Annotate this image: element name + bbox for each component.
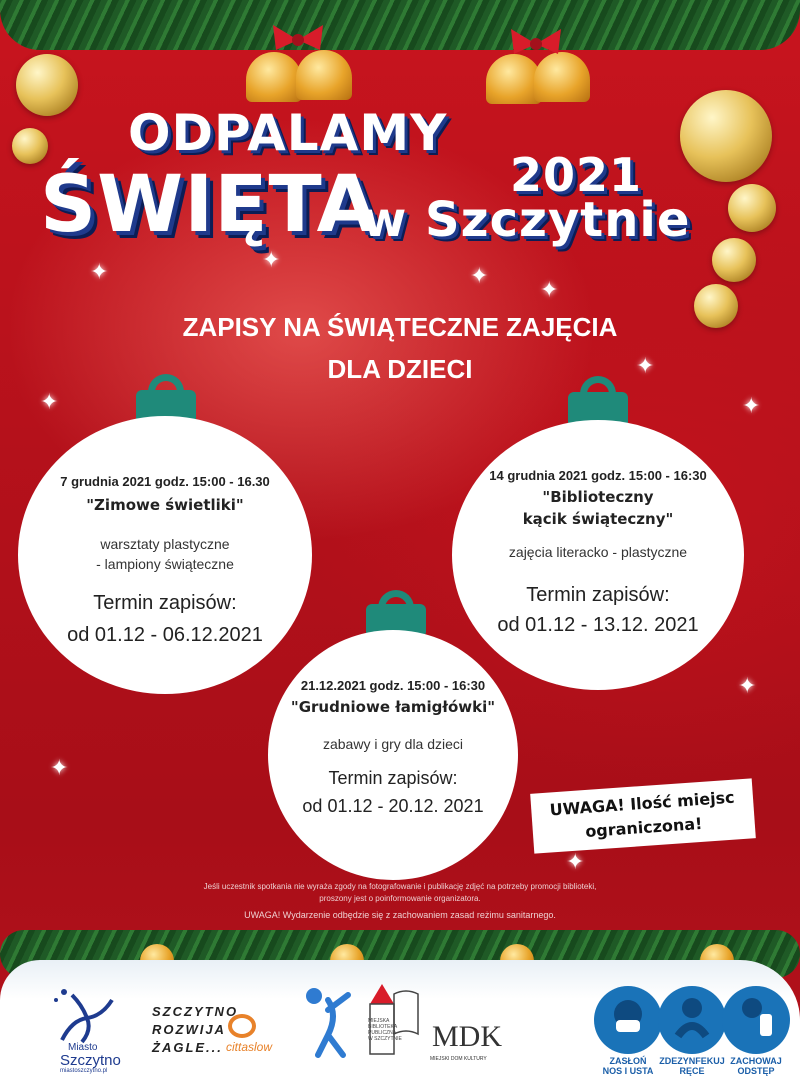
slogan-line1: SZCZYTNO (152, 1004, 239, 1019)
mdk-logo-sub: MIEJSKI DOM KULTURY (430, 1056, 487, 1062)
ornament-icon (712, 238, 756, 282)
library-logo-text (368, 1018, 402, 1042)
cittaslow-logo: cittaslow (226, 1040, 273, 1054)
title-year: 2021 (510, 148, 643, 202)
event-name: "Zimowe świetliki" (86, 496, 244, 514)
mdk-logo: MDK (432, 1020, 503, 1053)
library-line: MIEJSKA (368, 1018, 390, 1024)
sparkle-icon: ✦ (90, 260, 109, 285)
term-label: Termin zapisów: (526, 584, 670, 606)
top-garland (0, 0, 800, 50)
sparkle-icon: ✦ (470, 264, 489, 289)
slogan-line2: ROZWIJA (152, 1022, 226, 1037)
event-date: 21.12.2021 godz. 15:00 - 16:30 (300, 678, 486, 693)
handball-player-icon (298, 980, 368, 1060)
sparkle-icon: ✦ (636, 354, 655, 379)
hand-sanitize-icon (658, 986, 726, 1054)
event-name: "Grudniowe łamigłówki" (290, 698, 496, 716)
event-date: 7 grudnia 2021 godz. 15:00 - 16.30 (60, 474, 270, 489)
term-label: Termin zapisów: (328, 768, 458, 788)
notice-line1: UWAGA! Ilość miejsc (549, 787, 736, 820)
footnote-line3: UWAGA! Wydarzenie odbędzie się z zachowaniem zasad reżimu sanitarnego. (244, 910, 556, 920)
safety-label-distance (716, 1056, 796, 1076)
term-range: od 01.12 - 20.12. 2021 (302, 796, 484, 816)
ornament-icon (12, 128, 48, 164)
event-date: 14 grudnia 2021 godz. 15:00 - 16:30 (489, 468, 707, 483)
library-line: BIBLIOTEKA (368, 1024, 398, 1030)
term-label: Termin zapisów: (93, 592, 237, 614)
sparkle-icon: ✦ (566, 850, 585, 875)
title-line1: ODPALAMY (128, 104, 448, 162)
ornament-icon (680, 90, 772, 182)
sparkle-icon: ✦ (738, 674, 757, 699)
sparkle-icon: ✦ (262, 248, 281, 273)
city-logo-url: miastoszczytno.pl (60, 1068, 108, 1074)
mask-icon (594, 986, 662, 1054)
footnote-line2: proszony jest o poinformowanie organizatora. (319, 894, 481, 903)
subtitle-line1: ZAPISY NA ŚWIĄTECZNE ZAJĘCIA (182, 312, 618, 342)
event-name: "Biblioteczny (542, 488, 654, 506)
footnote-line1: Jeśli uczestnik spotkania nie wyraża zgody na fotografowanie i publikację zdjęć na potrzeby promocji biblioteki, (203, 882, 597, 891)
slogan-line3: ŻAGLE... (152, 1040, 223, 1055)
event-name: kącik świąteczny" (522, 510, 674, 528)
sparkle-icon: ✦ (40, 390, 59, 415)
sparkle-icon: ✦ (540, 278, 559, 303)
sparkle-icon: ✦ (742, 394, 761, 419)
library-line: W SZCZYTNIE (368, 1036, 402, 1042)
city-logo-text: Miasto (68, 1042, 98, 1053)
term-range: od 01.12 - 06.12.2021 (67, 624, 263, 646)
bow-icon (268, 20, 328, 60)
safety-line: RĘCE (679, 1066, 705, 1076)
event-desc: zajęcia literacko - plastyczne (508, 544, 688, 560)
safety-line: ZDEZYNFEKUJ (659, 1056, 725, 1066)
notice-line2: ograniczona! (584, 813, 703, 842)
title-line2: ŚWIĘTA (40, 160, 379, 250)
sparkle-icon: ✦ (50, 756, 69, 781)
event-desc: warsztaty plastyczne (100, 536, 230, 552)
bow-icon (506, 24, 566, 64)
event-bauble-3 (268, 630, 518, 880)
library-line: PUBLICZNA (368, 1030, 397, 1036)
ornament-icon (16, 54, 78, 116)
limited-seats-notice (530, 778, 756, 853)
ornament-icon (728, 184, 776, 232)
event-bauble-2 (452, 420, 744, 690)
safety-line: NOS I USTA (602, 1066, 654, 1076)
event-desc: - lampiony świąteczne (96, 556, 234, 572)
title-place: w Szczytnie (362, 192, 691, 248)
snail-logo-icon (228, 1014, 256, 1038)
deer-logo-icon (42, 980, 132, 1050)
distance-icon (722, 986, 790, 1054)
event-bauble-1 (18, 416, 312, 694)
safety-line: ZASŁOŃ (609, 1056, 647, 1066)
safety-line: ZACHOWAJ (730, 1056, 782, 1066)
city-logo-name: Szczytno (60, 1052, 121, 1069)
subtitle-line2: DLA DZIECI (327, 354, 473, 384)
safety-line: ODSTĘP (737, 1066, 775, 1076)
event-desc: zabawy i gry dla dzieci (322, 736, 464, 752)
term-range: od 01.12 - 13.12. 2021 (497, 614, 699, 636)
